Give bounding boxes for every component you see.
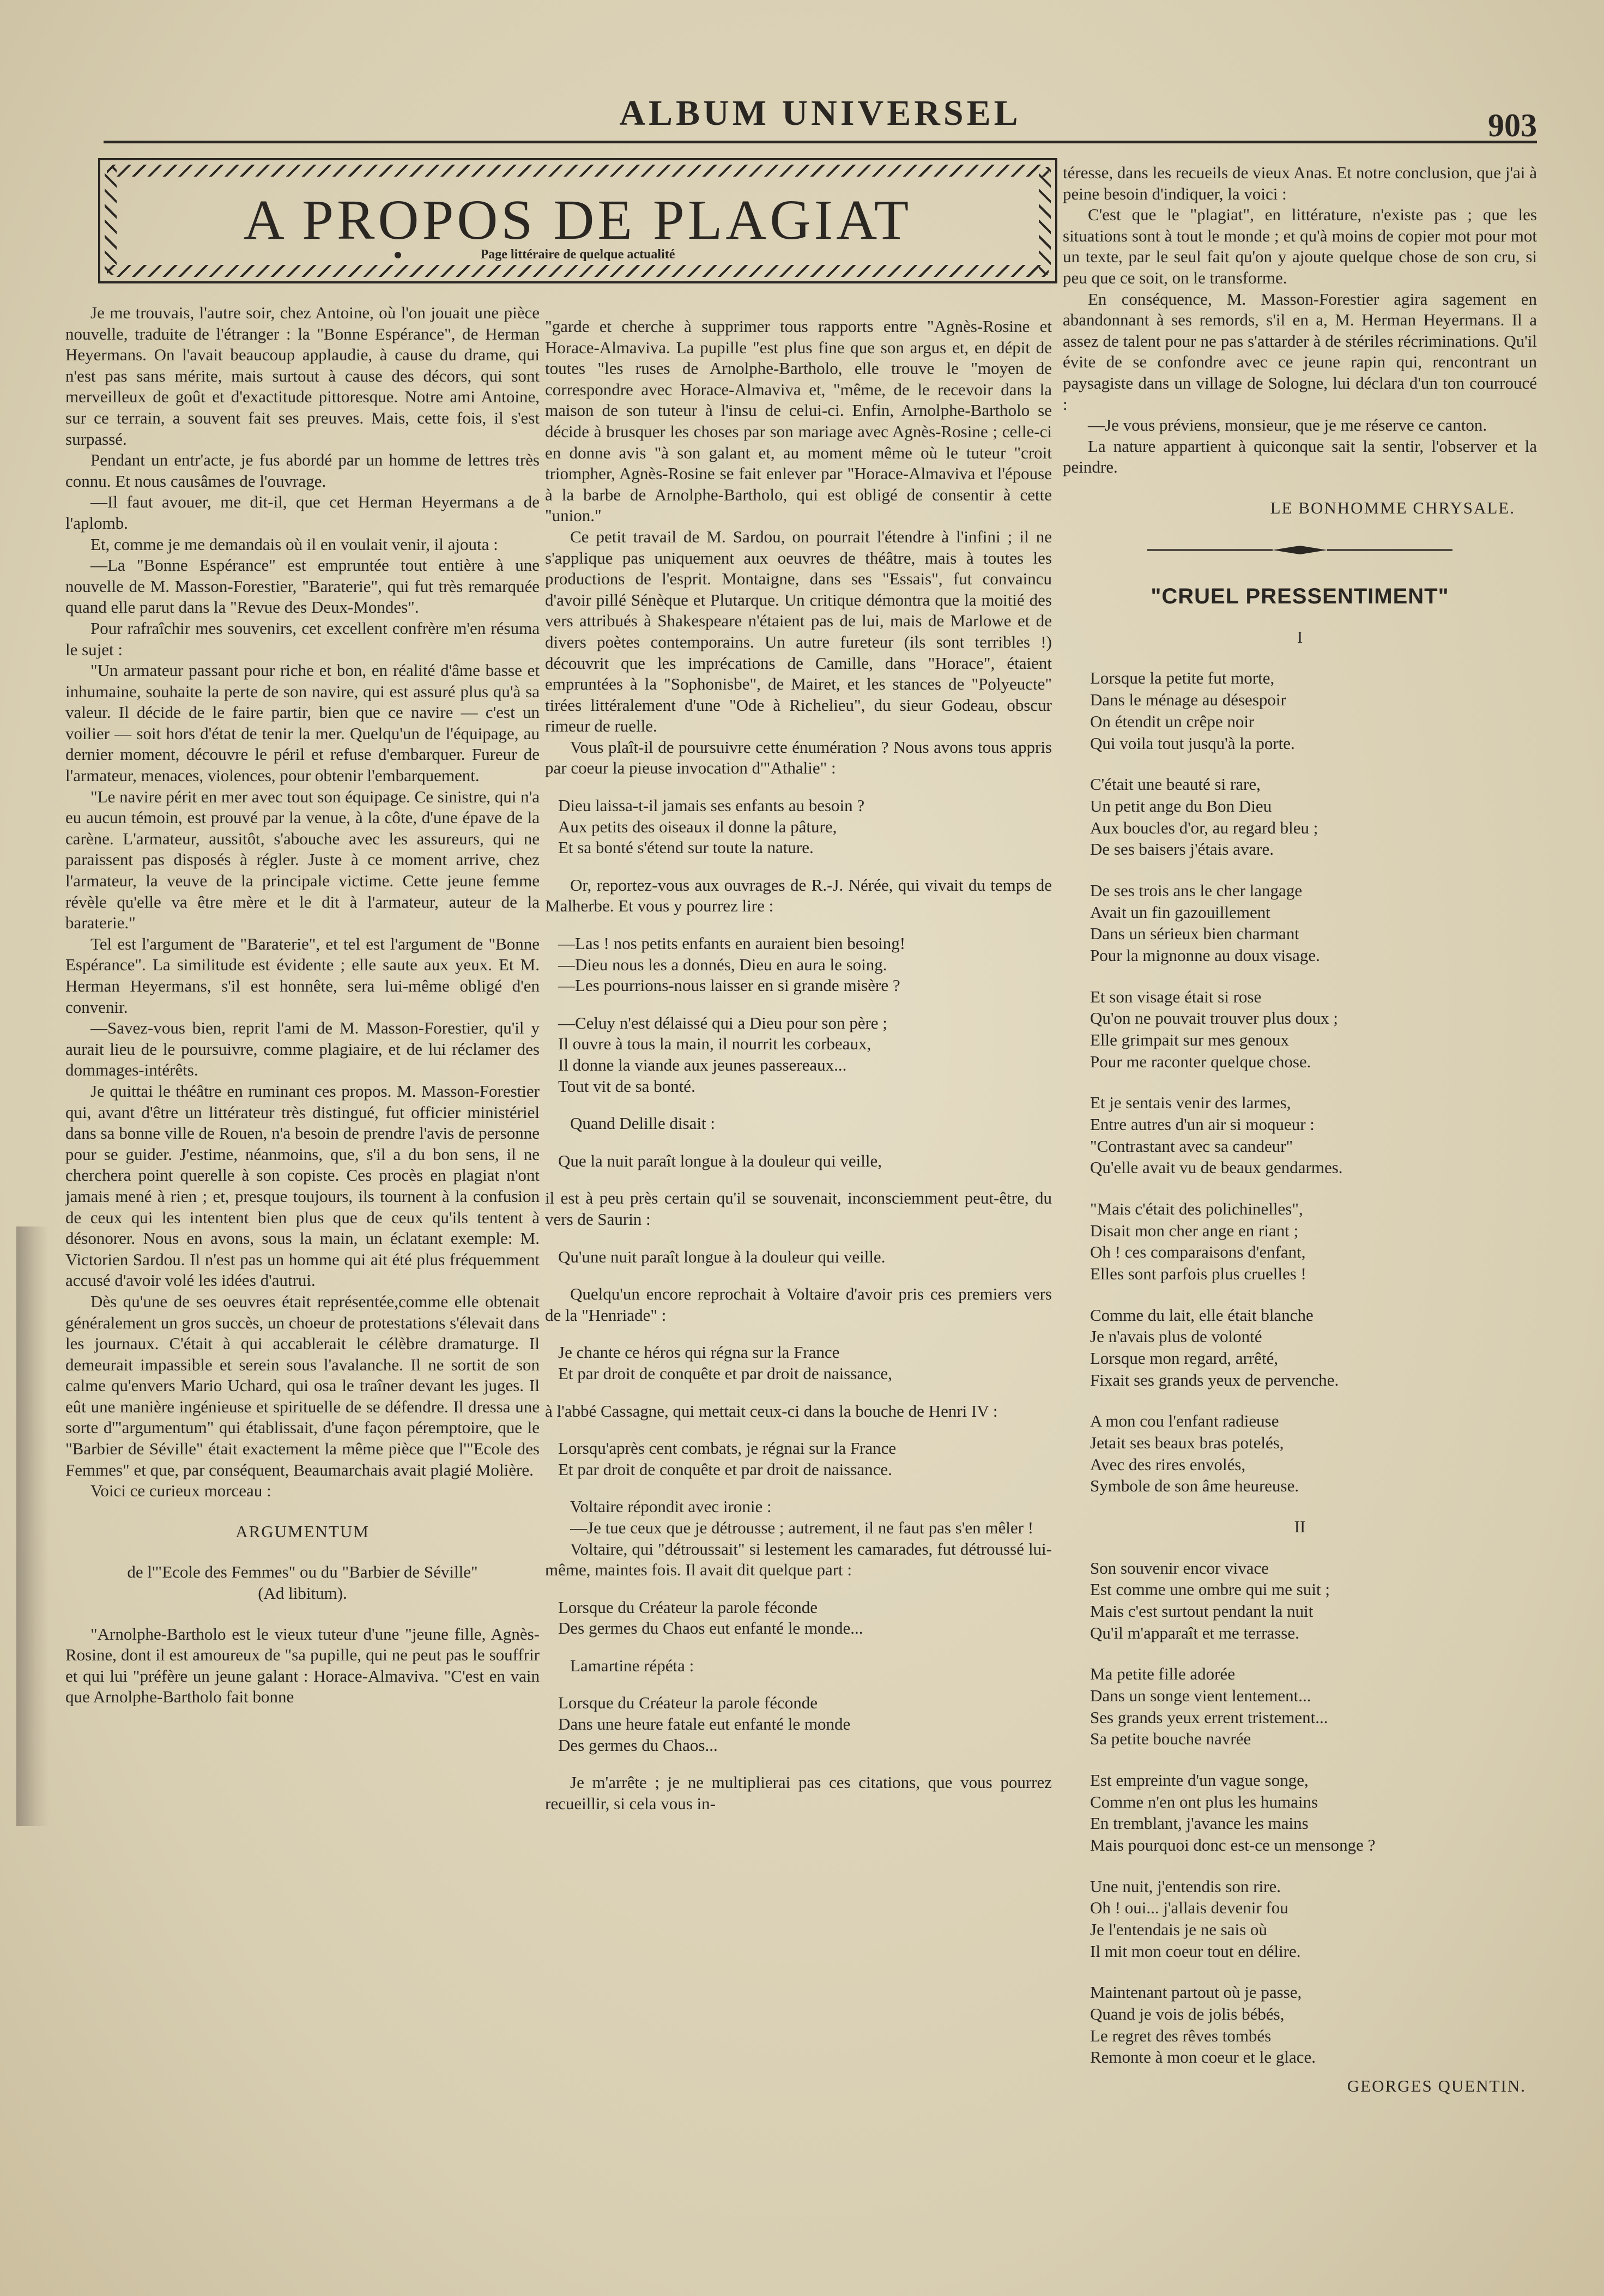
verse-line: Le regret des rêves tombés [1090, 2026, 1272, 2045]
argumentum-heading: ARGUMENTUM [235, 1521, 370, 1541]
verse-line: Je l'entendais je ne sais où [1090, 1919, 1267, 1939]
verse-line: Pour la mignonne au doux visage. [1090, 945, 1320, 965]
verse-line: Symbole de son âme heureuse. [1090, 1476, 1299, 1496]
verse-line: Dans un sérieux bien charmant [1090, 924, 1299, 944]
paragraph: Pendant un entr'acte, je fus abordé par un homme de lettres très connu. Et nous causâmes de l'ouvrage. [65, 450, 540, 491]
page-binding-shadow [16, 1226, 49, 1826]
verse-line: Tout vit de sa bonté. [558, 1076, 695, 1096]
poem-stanza [1090, 774, 1537, 860]
verse-line: Il mit mon coeur tout en délire. [1090, 1941, 1301, 1961]
paragraph: il est à peu près certain qu'il se souvenait, inconsciemment peut-être, du vers de Saurin : [545, 1188, 1052, 1229]
verse-line: Lorsque du Créateur la parole féconde [558, 1597, 818, 1617]
paragraph: —La "Bonne Espérance" est empruntée tout entière à une nouvelle de M. Masson-Forestier, "Baraterie", qui fut très remarquée quand elle parut dans la "Revue des Deux-Mondes". [65, 555, 540, 617]
banner-border-bottom [107, 265, 1049, 277]
verse-line: Qu'on ne pouvait trouver plus doux ; [1090, 1008, 1339, 1028]
section-ornament [1063, 541, 1537, 562]
paragraph: à l'abbé Cassagne, qui mettait ceux-ci dans la bouche de Henri IV : [545, 1401, 998, 1421]
verse-line: Il donne la viande aux jeunes passereaux... [558, 1055, 847, 1074]
paragraph: En conséquence, M. Masson-Forestier agira sagement en abandonnant à ses remords, s'il en a, M. Herman Heyermans. Il a assez de talent pour ne pas s'attarder à de stériles récriminations. Qu'il évite de se confondre avec ce jeune rapin qui, rencontrant un paysagiste dans un village de Sologne, lui déclara d'un ton courroucé : [1063, 289, 1537, 414]
verse-line: Elle grimpait sur mes genoux [1090, 1030, 1290, 1049]
verse-quote [558, 1247, 1052, 1268]
paragraph: "Le navire périt en mer avec tout son équipage. Ce sinistre, qui n'a eu aucun témoin, est prouvé par la venue, à la côte, d'une épave de la carène. L'armateur, aussitôt, s'abouche avec les assureurs, qui ne paraissent pas disposés à régler. Juste à ce moment arrive, chez l'armateur, la veuve de la principale victime. Cette jeune femme révèle qu'elle va être mère et le dit à l'armateur, auteur de la baraterie." [65, 787, 540, 933]
paragraph: Je me trouvais, l'autre soir, chez Antoine, où l'on jouait une pièce nouvelle, traduite de l'étranger : la "Bonne Espérance", de Herman Heyermans. On l'avait beaucoup applaudie, à cause du drame, qui n'est pas sans mérite, mais surtout à cause des décors, qui sont merveilleux de goût et d'exactitude pittoresque. Notre ami Antoine, sur ce terrain, a souvent fait ses preuves. Mais, cette fois, il s'est surpassé. [65, 303, 540, 449]
verse-line: Oh ! ces comparaisons d'enfant, [1090, 1242, 1306, 1262]
verse-line: Je n'avais plus de volonté [1090, 1327, 1262, 1346]
verse-line: Ses grands yeux errent tristement... [1090, 1707, 1328, 1727]
paragraph: Pour rafraîchir mes souvenirs, cet excellent confrère m'en résuma le sujet : [65, 618, 540, 659]
paragraph: Je quittai le théâtre en ruminant ces propos. M. Masson-Forestier qui, avant d'être un littérateur très distingué, fut officier ministériel dans sa bonne ville de Rouen, n'a besoin de prendre l'avis de personne pour se guider. J'estime, néanmoins, que, s'il a du bon sens, il ne cherchera point querelle à son copiste. Ces procès en plagiat n'ont jamais mené à rien ; et, presque toujours, ils tournent à la confusion de ceux qui les intentent bien plus que de ceux qu'ils tentent à désonorer. Nous en avons, sous la main, un éclatant exemple: M. Victorien Sardou. Il n'est pas un homme qui ait été plus fréquemment accusé d'avoir volé les idées d'autrui. [65, 1081, 540, 1290]
verse-line: Lorsque mon regard, arrêté, [1090, 1348, 1279, 1368]
paragraph: —Savez-vous bien, reprit l'ami de M. Masson-Forestier, qu'il y aurait lieu de le poursuivre, comme plagiaire, et de lui réclamer des dommages-intérêts. [65, 1018, 540, 1080]
page-number: 903 [1488, 107, 1537, 143]
poem-stanza [1090, 1198, 1537, 1285]
paragraph: Voici ce curieux morceau : [90, 1481, 271, 1501]
verse-line: Et je sentais venir des larmes, [1090, 1093, 1291, 1113]
verse-line: En tremblant, j'avance les mains [1090, 1814, 1309, 1833]
signature: LE BONHOMME CHRYSALE. [1270, 498, 1515, 517]
article-title: A PROPOS DE PLAGIAT [243, 189, 912, 251]
poem-stanza [1090, 1876, 1537, 1962]
verse-quote [558, 1693, 1052, 1756]
verse-line: Lorsqu'après cent combats, je régnai sur la France [558, 1439, 897, 1458]
poem-stanza [1090, 986, 1537, 1073]
paragraph: Or, reportez-vous aux ouvrages de R.-J. Nérée, qui vivait du temps de Malherbe. Et vous y pourrez lire : [545, 875, 1052, 916]
verse-line: Dieu laissa-t-il jamais ses enfants au besoin ? [558, 796, 865, 815]
column-3 [1063, 162, 1537, 2097]
verse-quote [558, 1438, 1052, 1480]
paragraph: "garde et cherche à supprimer tous rapports entre "Agnès-Rosine et Horace-Almaviva. La pupille "est plus fine que son argus et, en dépit de toutes "les ruses de Arnolphe-Bartholo, elle trouve le "moyen de correspondre avec Horace-Almaviva et, "même, de le recevoir dans la maison de son tuteur à l'insu de celui-ci. Enfin, Arnolphe-Bartholo se décide à brusquer les choses par son mariage avec Agnès-Rosine ; celle-ci en donne avis "à son galant et, au moment même où le tuteur "croit triompher, Agnès-Rosine se fait enlever par "Horace-Almaviva et l'épouse à la barbe de Arnolphe-Bartholo, qui est obligé de consentir à cette "union." [545, 317, 1052, 525]
verse-line: —Dieu nous les a donnés, Dieu en aura le soing. [558, 954, 887, 974]
verse-line: Des germes du Chaos... [558, 1735, 718, 1755]
argumentum-subheading-2: (Ad libitum). [258, 1584, 347, 1603]
poem-part-number: I [1297, 627, 1303, 646]
verse-line: De ses trois ans le cher langage [1090, 880, 1303, 900]
verse-line: Dans le ménage au désespoir [1090, 690, 1286, 710]
verse-line: Qu'elle avait vu de beaux gendarmes. [1090, 1158, 1343, 1177]
verse-line: Est comme une ombre qui me suit ; [1090, 1580, 1330, 1599]
verse-line: A mon cou l'enfant radieuse [1090, 1411, 1279, 1431]
verse-line: Et par droit de conquête et par droit de naissance, [558, 1363, 892, 1383]
verse-line: Une nuit, j'entendis son rire. [1090, 1876, 1281, 1896]
verse-line: Maintenant partout où je passe, [1090, 1983, 1302, 2002]
verse-line: Qui voila tout jusqu'à la porte. [1090, 733, 1295, 753]
verse-line: Et par droit de conquête et par droit de naissance. [558, 1459, 892, 1479]
verse-line: Elles sont parfois plus cruelles ! [1090, 1264, 1306, 1283]
verse-line: Des germes du Chaos eut enfanté le monde... [558, 1618, 863, 1638]
paragraph: —Je vous préviens, monsieur, que je me réserve ce canton. [1088, 415, 1487, 435]
verse-line: Qu'il m'apparaît et me terrasse. [1090, 1623, 1299, 1642]
verse-line: Oh ! oui... j'allais devenir fou [1090, 1898, 1288, 1918]
verse-line: Remonte à mon coeur et le glace. [1090, 2047, 1316, 2067]
poem-stanza [1090, 1769, 1537, 1856]
poem-stanza [1090, 1092, 1537, 1179]
paragraph: téresse, dans les recueils de vieux Anas. Et notre conclusion, que j'ai à peine besoin d'indiquer, la voici : [1063, 163, 1537, 203]
verse-line: C'était une beauté si rare, [1090, 775, 1261, 794]
page-header [104, 82, 1537, 142]
paragraph: La nature appartient à quiconque sait la sentir, l'observer et la peindre. [1063, 436, 1537, 477]
verse-line: Et sa bonté s'étend sur toute la nature. [558, 838, 814, 857]
verse-line: Aux petits des oiseaux il donne la pâture, [558, 817, 837, 836]
verse-line: Ma petite fille adorée [1090, 1664, 1235, 1684]
verse-line: "Contrastant avec sa candeur" [1090, 1136, 1293, 1156]
verse-line: Sa petite bouche navrée [1090, 1729, 1251, 1749]
poem-stanza [1090, 1304, 1537, 1391]
verse-line: Est empreinte d'un vague songe, [1090, 1770, 1309, 1790]
verse-line: Un petit ange du Bon Dieu [1090, 796, 1272, 815]
paragraph: Vous plaît-il de poursuivre cette énumération ? Nous avons tous appris par coeur la pieuse invocation d'"Athalie" : [545, 737, 1052, 778]
verse-quote [558, 1013, 1052, 1097]
banner-border-top [107, 165, 1049, 177]
poem-stanza [1090, 667, 1537, 754]
column-2 [545, 316, 1052, 1814]
verse-quote [558, 1151, 1052, 1172]
column-1 [65, 303, 540, 1708]
verse-line: —Las ! nos petits enfants en auraient bien besoing! [558, 934, 906, 953]
verse-line: Et son visage était si rose [1090, 987, 1262, 1006]
poem-stanza [1090, 1410, 1537, 1497]
header-rule [104, 141, 1537, 143]
argumentum-subheading: de l'"Ecole des Femmes" ou du "Barbier de Séville" [127, 1562, 478, 1582]
poem-stanza [1090, 1557, 1537, 1644]
verse-quote [558, 795, 1052, 859]
verse-line: Dans un songe vient lentement... [1090, 1685, 1311, 1705]
paragraph: Dès qu'une de ses oeuvres était représentée,comme elle obtenait généralement un gros succès, un choeur de protestations s'élevait dans les journaux. C'était à qui accablerait le célèbre dramaturge. Il demeurait impassible et serein sous l'avalanche. Il ne sortit de son calme qu'envers Mario Uchard, qui osa le traîner devant les juges. Il eût une manière ingénieuse et spirituelle de se défendre. Il dressa une sorte d'"argumentum" qui établissait, d'une façon péremptoire, que le "Barbier de Séville" était exactement la même pièce que l'"Ecole des Femmes" et que, par conséquent, Beaumarchais avait plagié Molière. [65, 1291, 540, 1479]
paragraph: Voltaire, qui "détroussait" si lestement les camarades, fut détroussé lui-même, maintes fois. Il avait dit quelque part : [545, 1539, 1052, 1580]
poem-stanza [1090, 1981, 1537, 2068]
paragraph: Je m'arrête ; je ne multiplierai pas ces citations, que vous pourrez recueillir, si cela vous in- [545, 1773, 1052, 1813]
verse-line: Dans une heure fatale eut enfanté le monde [558, 1714, 851, 1734]
verse-line: Mais pourquoi donc est-ce un mensonge ? [1090, 1835, 1376, 1854]
paragraph: Et, comme je me demandais où il en voulait venir, il ajouta : [90, 534, 498, 554]
article-subtitle: Page littéraire de quelque actualité [480, 247, 675, 262]
verse-line: Il ouvre à tous la main, il nourrit les corbeaux, [558, 1034, 871, 1054]
paragraph: —Il faut avouer, me dit-il, que cet Herman Heyermans a de l'aplomb. [65, 492, 540, 533]
poem-stanza [1090, 1663, 1537, 1750]
paragraph: "Arnolphe-Bartholo est le vieux tuteur d'une "jeune fille, Agnès-Rosine, dont il est amoureux de "sa pupille, qui ne peut pas le souffrir et qui lui "préfère un jeune galant : Horace-Almaviva. "C'est en vain que Arnolphe-Bartholo fait bonne [65, 1624, 540, 1707]
poem-part-number: II [1294, 1516, 1306, 1536]
verse-line: Que la nuit paraît longue à la douleur qui veille, [558, 1151, 882, 1170]
verse-line: Lorsque la petite fut morte, [1090, 668, 1275, 688]
ornament-rule-icon [1136, 543, 1463, 557]
verse-line: Comme n'en ont plus les humains [1090, 1792, 1318, 1811]
verse-line: "Mais c'était des polichinelles", [1090, 1199, 1303, 1218]
verse-quote [558, 1342, 1052, 1384]
paragraph: Tel est l'argument de "Baraterie", et tel est l'argument de "Bonne Espérance". La similitude est évidente ; elle saute aux yeux. Et M. Herman Heyermans, s'il est honnête, sera lui-même obligé d'en convenir. [65, 934, 540, 1017]
verse-line: On étendit un crêpe noir [1090, 711, 1255, 731]
verse-line: Avait un fin gazouillement [1090, 902, 1270, 922]
verse-line: Pour me raconter quelque chose. [1090, 1052, 1311, 1071]
verse-line: Fixait ses grands yeux de pervenche. [1090, 1370, 1339, 1389]
verse-line: Disait mon cher ange en riant ; [1090, 1220, 1299, 1240]
verse-line: Entre autres d'un air si moqueur : [1090, 1114, 1315, 1134]
poem-title: "CRUEL PRESSENTIMENT" [1151, 584, 1449, 609]
paragraph: Quand Delille disait : [570, 1114, 716, 1133]
verse-line: Mais c'est surtout pendant la nuit [1090, 1601, 1314, 1621]
verse-line: Je chante ce héros qui régna sur la France [558, 1343, 840, 1362]
verse-line: Quand je vois de jolis bébés, [1090, 2004, 1285, 2023]
publication-title: ALBUM UNIVERSEL [619, 93, 1021, 133]
verse-quote [558, 933, 1052, 996]
paragraph: C'est que le "plagiat", en littérature, n'existe pas ; que les situations sont à tout le monde ; et qu'à moins de copier mot pour mot un texte, par le seul fait qu'on y ajoute quelque chose de son cru, si peu que ce soit, on le transforme. [1063, 205, 1537, 287]
verse-quote [558, 1597, 1052, 1639]
verse-line: —Les pourrions-nous laisser en si grande misère ? [558, 976, 900, 995]
paragraph: Quelqu'un encore reprochait à Voltaire d'avoir pris ces premiers vers de la "Henriade" : [545, 1284, 1052, 1325]
signature: GEORGES QUENTIN. [1347, 2076, 1526, 2096]
paragraph: Ce petit travail de M. Sardou, on pourrait l'étendre à l'infini ; il ne s'applique pas uniquement aux oeuvres de théâtre, mais à toutes les productions de l'esprit. Montaigne, dans ses "Essais", fut convaincu d'avoir pillé Sénèque et Plutarque. Un critique démontra que la moitié des vers attribués à Shakespeare n'étaient pas de lui, mais de Marlowe et de divers poètes contemporains. Un autre fureteur (ils sont terribles !) découvrit que les imprécations de Camille, dans "Horace", étaient empruntées à la "Sophonisbe", de Mairet, et les stances de "Polyeucte" tirées littéralement d'une "Ode à Richelieu", du sieur Godeau, obscur rimeur de ruelle. [545, 527, 1052, 736]
verse-line: Qu'une nuit paraît longue à la douleur qui veille. [558, 1247, 886, 1266]
poem-stanza [1090, 880, 1537, 966]
verse-line: Son souvenir encor vivace [1090, 1558, 1269, 1578]
verse-line: Avec des rires envolés, [1090, 1454, 1246, 1474]
paragraph: —Je tue ceux que je détrousse ; autrement, il ne faut pas s'en mêler ! [570, 1518, 1034, 1537]
paragraph: Voltaire répondit avec ironie : [570, 1497, 772, 1516]
verse-line: Aux boucles d'or, au regard bleu ; [1090, 818, 1318, 837]
verse-line: Comme du lait, elle était blanche [1090, 1305, 1314, 1325]
verse-line: —Celuy n'est délaissé qui a Dieu pour son père ; [558, 1013, 887, 1032]
paragraph: "Un armateur passant pour riche et bon, en réalité d'âme basse et inhumaine, souhaite la perte de son navire, qui est assuré plus qu'à sa valeur. Il décide de le faire partir, bien que ce navire — c'est un voilier — soit hors d'état de tenir la mer. Quelqu'un de l'équipage, au dernier moment, découvre le péril et refuse d'embarquer. Fureur de l'armateur, menaces, violences, pour obtenir l'embarquement. [65, 661, 540, 786]
paragraph: Lamartine répéta : [570, 1655, 694, 1675]
verse-line: De ses baisers j'étais avare. [1090, 839, 1274, 859]
article-banner [98, 158, 1057, 283]
verse-line: Lorsque du Créateur la parole féconde [558, 1693, 818, 1713]
verse-line: Jetait ses beaux bras potelés, [1090, 1433, 1284, 1452]
